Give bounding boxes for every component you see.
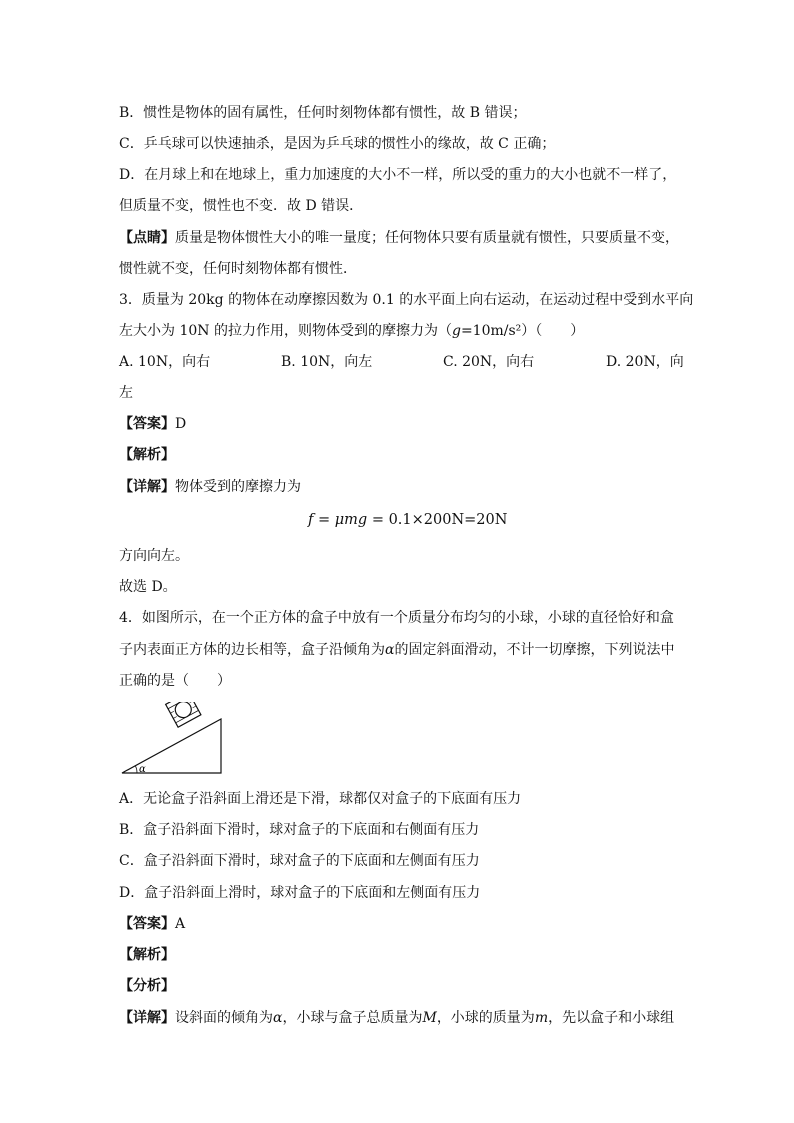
angle-alpha-label: α [139,764,146,775]
q4-answer-label: 【答案】 [119,916,175,932]
q4-answer-value: A [175,916,186,932]
q4-option-a: A．无论盒子沿斜面上滑还是下滑，球都仅对盒子的下底面有压力 [119,791,522,807]
q4-option-c: C．盒子沿斜面下滑时，球对盒子的下底面和左侧面有压力 [119,853,480,869]
q4-option-d: D．盒子沿斜面上滑时，球对盒子的下底面和左侧面有压力 [119,885,481,901]
q4-answer [119,914,185,934]
q3-option-d: D. 20N，向 [606,354,684,370]
q4-stem-line3: 正确的是（ ） [119,673,231,689]
q3-option-c: C. 20N，向右 [443,354,535,370]
q3-answer-label: 【答案】 [119,416,175,432]
key-point-line1: 【点睛】质量是物体惯性大小的唯一量度；任何物体只要有质量就有惯性，只要质量不变， [119,230,679,246]
q3-detail-label: 【详解】 [119,479,175,495]
key-point-label: 【点睛】 [119,230,175,246]
q4-option-b: B．盒子沿斜面下滑时，球对盒子的下底面和右侧面有压力 [119,822,480,838]
option-d-explanation-line1: D．在月球上和在地球上，重力加速度的大小不一样，所以受的重力的大小也就不一样了， [119,167,677,183]
q4-detail: 【详解】设斜面的倾角为α，小球与盒子总质量为M，小球的质量为m，先以盒子和小球组 [119,1010,675,1026]
q3-option-d-wrap: 左 [119,385,133,401]
q3-conclusion: 故选 D。 [119,579,177,595]
key-point-line2: 惯性就不变，任何时刻物体都有惯性． [119,261,357,277]
q3-option-b: B. 10N，向左 [281,354,373,370]
q3-equation: f = μmg = 0.1×200N=20N [308,512,508,528]
option-b-explanation: B．惯性是物体的固有属性，任何时刻物体都有惯性，故 B 错误； [119,105,527,121]
q4-stem-line1: 4．如图所示，在一个正方体的盒子中放有一个质量分布均匀的小球，小球的直径恰好和盒 [119,610,674,626]
option-c-explanation: C．乒乓球可以快速抽杀，是因为乒乓球的惯性小的缘故，故 C 正确； [119,136,556,152]
q3-direction: 方向向左。 [119,548,189,564]
q3-detail: 【详解】物体受到的摩擦力为 [119,479,301,495]
option-d-explanation-line2: 但质量不变，惯性也不变．故 D 错误． [119,198,364,214]
q3-stem-line1: 3．质量为 20kg 的物体在动摩擦因数为 0.1 的水平面上向右运动，在运动过程中受到水平向 [119,292,694,308]
incline-triangle [122,719,221,773]
q4-stem-line2: 子内表面正方体的边长相等，盒子沿倾角为α的固定斜面滑动，不计一切摩擦，下列说法中 [119,642,675,658]
q4-fenxi-label: 【分析】 [119,978,175,994]
q4-analysis-label: 【解析】 [119,947,175,963]
incline-box-figure [119,702,229,778]
q3-option-a: A. 10N，向右 [119,354,211,370]
q3-stem-line2: 左大小为 10N 的拉力作用，则物体受到的摩擦力为（g=10m/s²）（ ） [119,323,585,339]
q3-answer-value: D [175,416,187,432]
q4-detail-label: 【详解】 [119,1010,175,1026]
q3-analysis-label: 【解析】 [119,447,175,463]
q3-answer [119,414,186,434]
